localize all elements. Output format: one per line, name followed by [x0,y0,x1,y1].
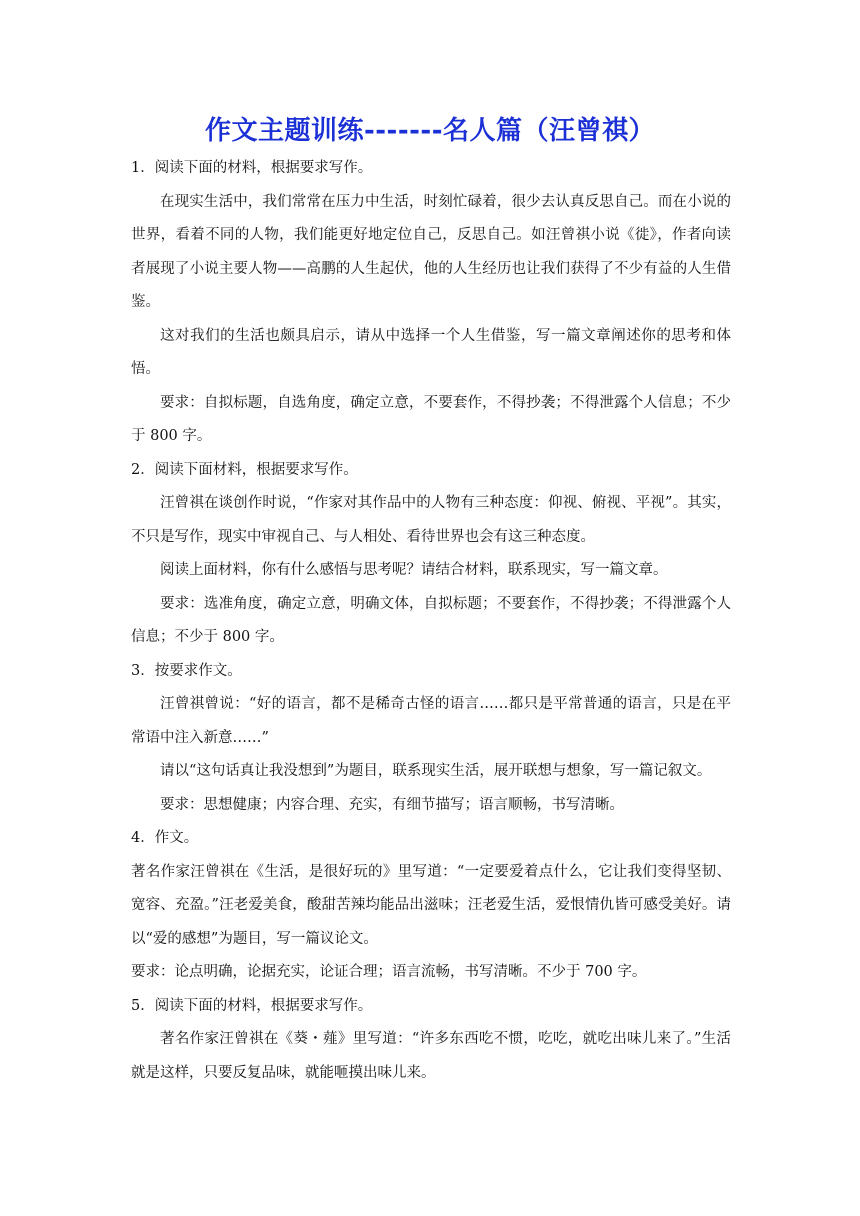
question-1-material: 在现实生活中，我们常常在压力中生活，时刻忙碌着，很少去认真反思自己。而在小说的世界，看着不同的人物，我们能更好地定位自己，反思自己。如汪曾祺小说《徙》，作者向读者展现了小说主要人物——高鹏的人生起伏，他的人生经历也让我们获得了不少有益的人生借鉴。 [131,193,731,310]
document-body [131,152,731,1090]
question-1-prompt: 这对我们的生活也颇具启示，请从中选择一个人生借鉴，写一篇文章阐述你的思考和体悟。 [131,327,731,377]
question-4-requirements: 要求：论点明确，论据充实，论证合理；语言流畅，书写清晰。不少于 700 字。 [131,964,647,980]
question-5-heading: 5．阅读下面的材料，根据要求写作。 [131,997,373,1014]
page-title: 作文主题训练-------名人篇（汪曾祺） [204,116,656,146]
question-2-requirements: 要求：选准角度，确定立意，明确文体，自拟标题；不要套作，不得抄袭；不得泄露个人信息；不少于 800 字。 [131,595,731,645]
question-1-heading: 1．阅读下面的材料，根据要求写作。 [131,160,373,176]
question-2-prompt: 阅读上面材料，你有什么感悟与思考呢？请结合材料，联系现实，写一篇文章。 [160,562,668,578]
question-2-heading: 2．阅读下面材料，根据要求写作。 [131,461,358,478]
question-3-heading: 3．按要求作文。 [131,662,242,679]
question-3-requirements: 要求：思想健康；内容合理、充实，有细节描写；语言顺畅，书写清晰。 [160,796,624,813]
question-2-material: 汪曾祺在谈创作时说，“作家对其作品中的人物有三种态度：仰视、俯视、平视”。其实，不只是写作，现实中审视自己、与人相处、看待世界也会有这三种态度。 [131,495,731,545]
question-1-requirements: 要求：自拟标题，自选角度，确定立意，不要套作，不得抄袭；不得泄露个人信息；不少于 800 字。 [131,394,731,444]
question-4-heading: 4．作文。 [131,830,199,846]
question-3-material: 汪曾祺曾说：“好的语言，都不是稀奇古怪的语言……都只是平常普通的语言，只是在平常语中注入新意……” [131,696,731,746]
question-5-material: 著名作家汪曾祺在《葵・薤》里写道：“许多东西吃不惯，吃吃，就吃出味儿来了。”生活就是这样，只要反复品味，就能咂摸出味儿来。 [131,1031,731,1081]
question-4-material: 著名作家汪曾祺在《生活，是很好玩的》里写道：“一定要爱着点什么，它让我们变得坚韧、宽容、充盈。”汪老爱美食，酸甜苦辣均能品出滋味；汪老爱生活，爱恨情仇皆可感受美好。请以“爱的感想”为题目，写一篇议论文。 [131,863,731,947]
question-3-prompt: 请以“这句话真让我没想到”为题目，联系现实生活，展开联想与想象，写一篇记叙文。 [160,763,712,779]
